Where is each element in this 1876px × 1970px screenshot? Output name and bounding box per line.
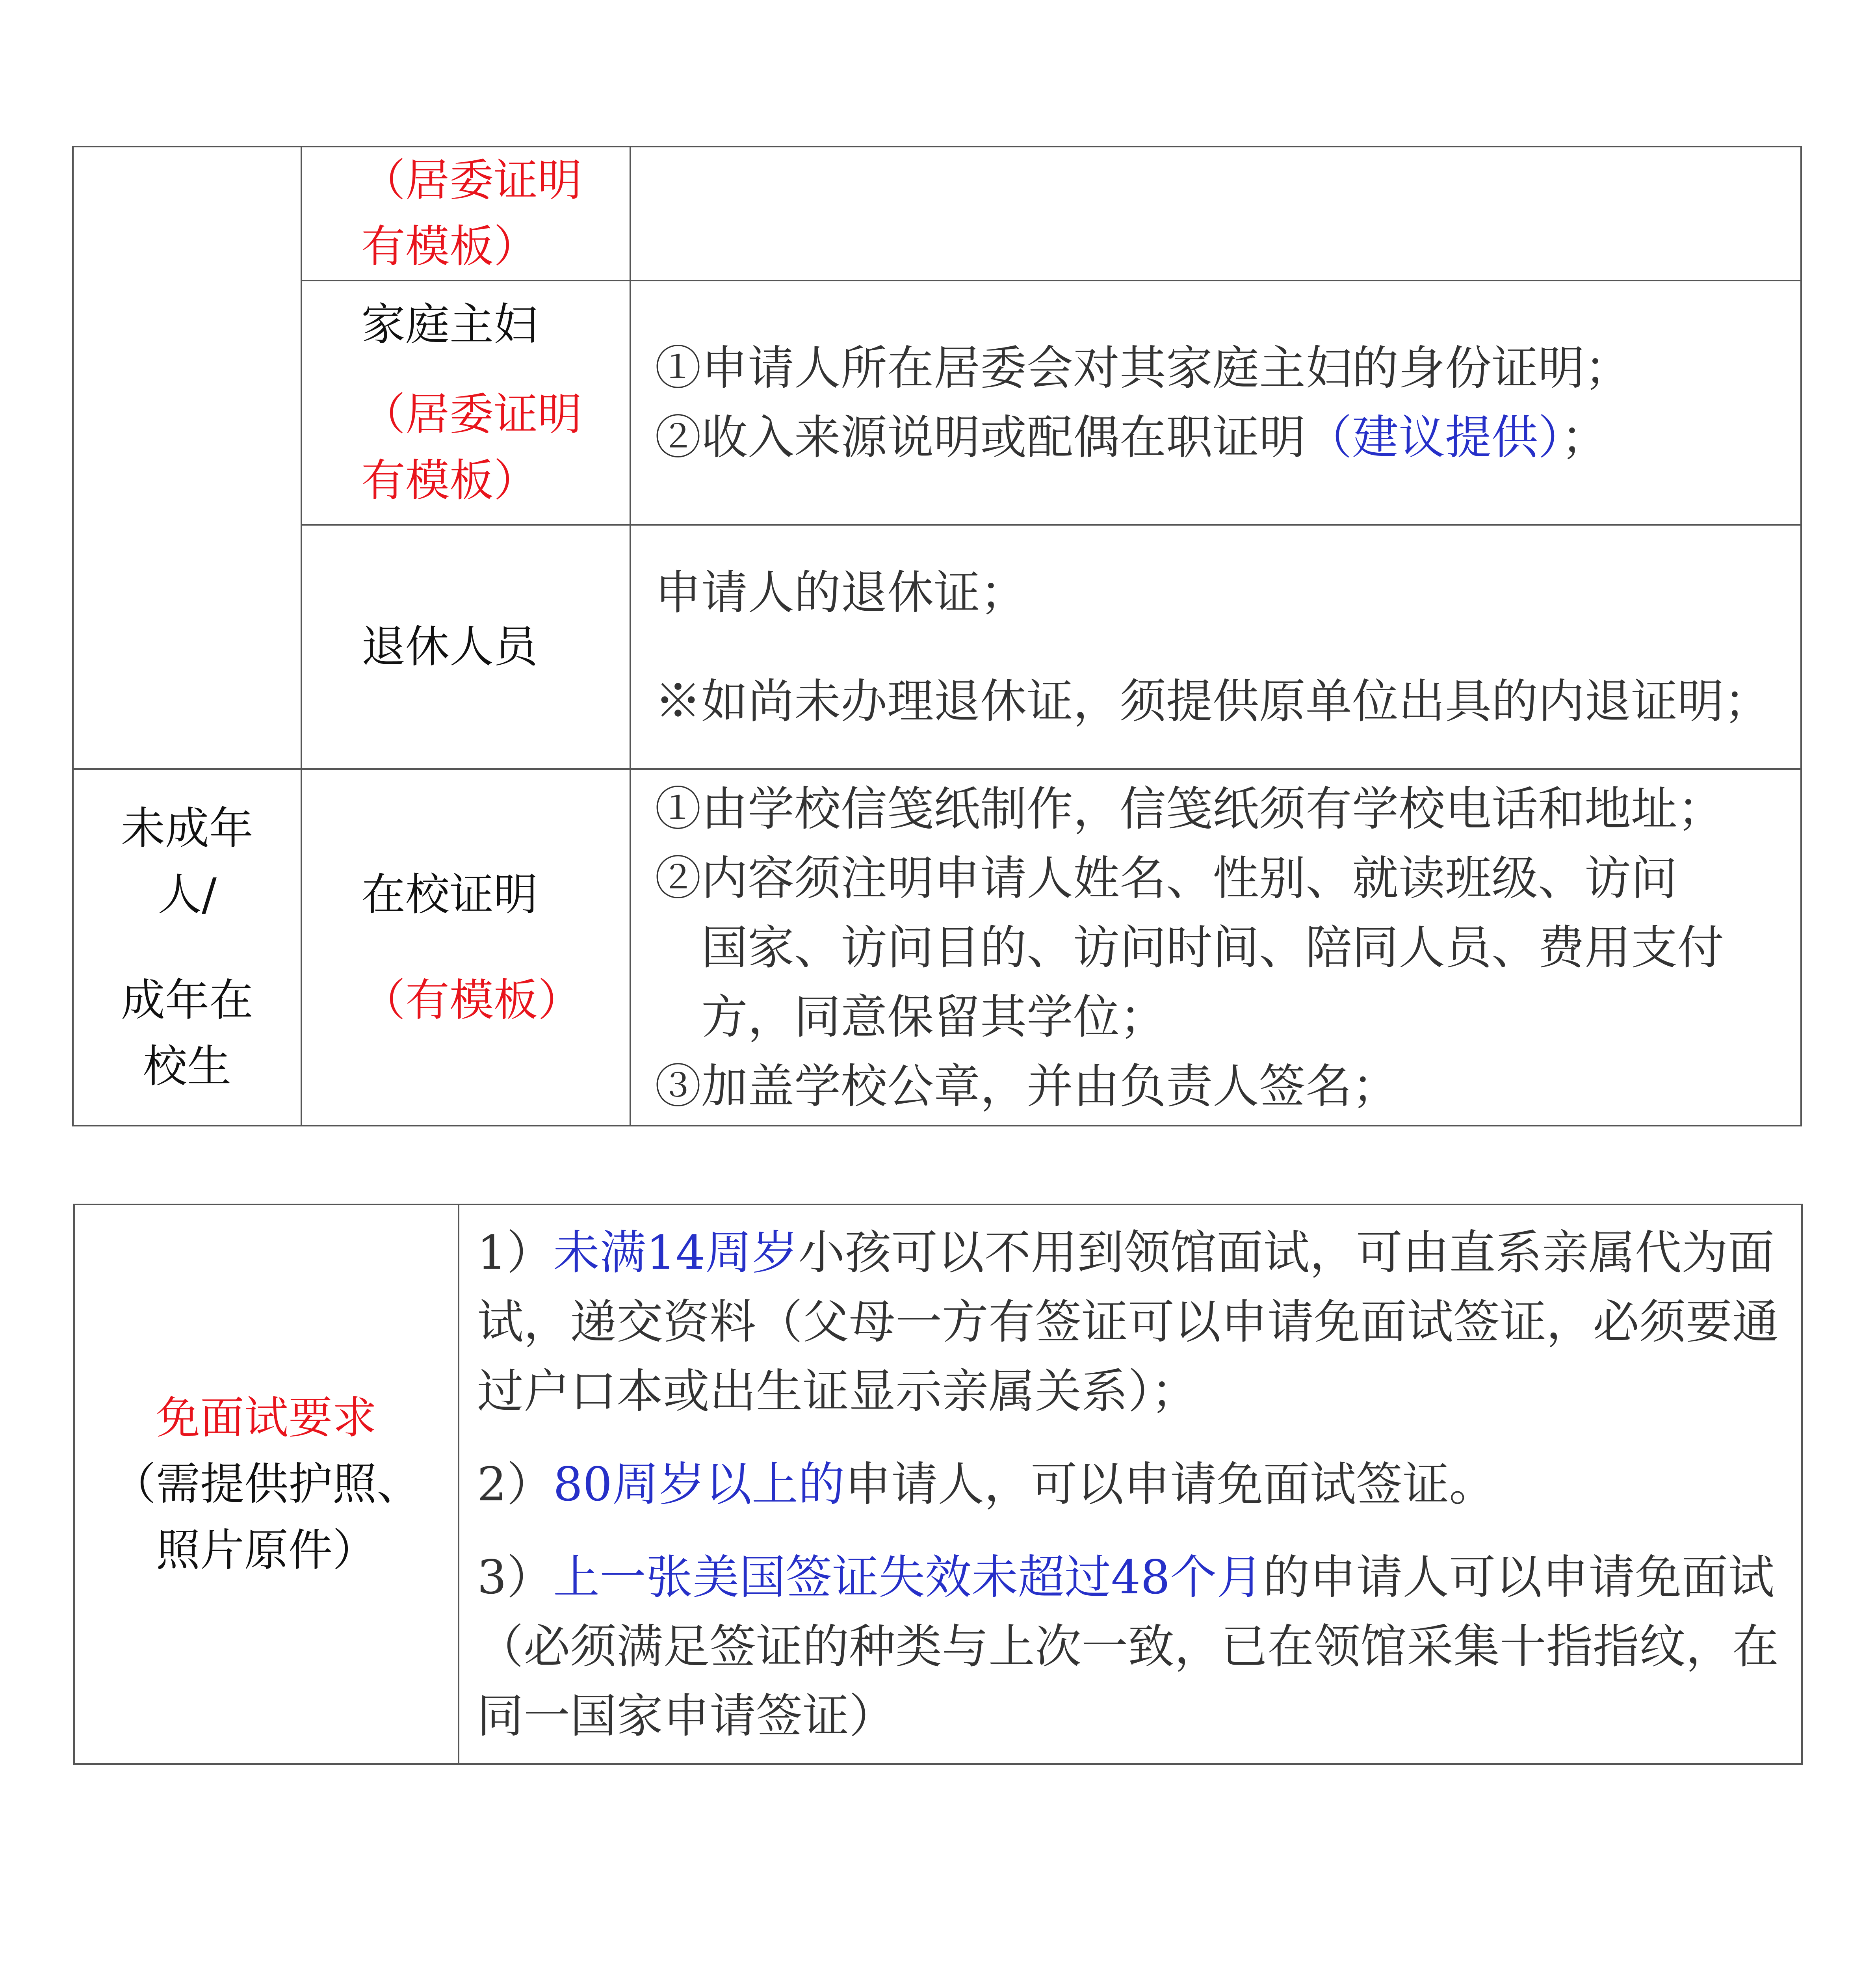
- interview-waiver-table: [73, 1204, 1803, 1765]
- table-row: [73, 525, 1801, 769]
- resident-cert-note: （居委证明: [361, 155, 582, 206]
- school-cert-detail-cell: [630, 769, 1801, 1126]
- student-category: 校生: [143, 1041, 231, 1092]
- housewife-item-2: ②收入来源说明或配偶在职证明（建议提供）；: [655, 410, 1608, 465]
- student-category: 人/: [158, 869, 217, 920]
- school-cert-label-cell: [301, 769, 630, 1126]
- table-row: [74, 1204, 1802, 1764]
- school-cert-label: 在校证明: [361, 869, 538, 920]
- age-highlight: 未满14周岁: [553, 1225, 799, 1280]
- waiver-detail-cell: [459, 1204, 1802, 1764]
- waiver-item-3: 3）上一张美国签证失效未超过48个月的申请人可以申请免面试（必须满足签证的种类与上次一致，已在领馆采集十指指纹，在同一国家申请签证）: [477, 1550, 1779, 1743]
- resident-cert-note: 有模板）: [361, 221, 538, 272]
- waiver-item-1: 1）未满14周岁小孩可以不用到领馆面试，可由直系亲属代为面试，递交资料（父母一方有签证可以申请免面试签证，必须要通过户口本或出生证显示亲属关系）；: [477, 1225, 1779, 1418]
- waiver-item-2: 2）80周岁以上的申请人，可以申请免面试签证。: [477, 1457, 1496, 1511]
- waiver-subheading: （需提供护照、: [112, 1459, 421, 1510]
- school-item-2: ②内容须注明申请人姓名、性别、就读班级、访问: [655, 851, 1678, 905]
- school-item-2-cont: 国家、访问目的、访问时间、陪同人员、费用支付方，同意保留其学位；: [701, 920, 1724, 1044]
- housewife-item-1: ①申请人所在居委会对其家庭主妇的身份证明；: [655, 341, 1631, 395]
- detail-cell-empty: [630, 147, 1801, 281]
- resident-cert-note-cell: [301, 147, 630, 281]
- housewife-note: （居委证明: [361, 389, 582, 440]
- retired-label: 退休人员: [361, 621, 538, 673]
- school-cert-note: （有模板）: [361, 974, 582, 1026]
- category-cell-student: [73, 769, 301, 1126]
- student-category: 未成年: [121, 803, 253, 854]
- retired-label-cell: [301, 525, 630, 769]
- age-highlight: 80周岁以上的: [553, 1457, 845, 1511]
- table-row: [73, 281, 1801, 525]
- waiver-heading: 免面试要求: [156, 1392, 377, 1444]
- school-item-1: ①由学校信笺纸制作，信笺纸须有学校电话和地址；: [655, 781, 1724, 836]
- retired-line-1: 申请人的退休证；: [655, 565, 1027, 620]
- category-cell-employed: [73, 147, 301, 769]
- retired-detail-cell: [630, 525, 1801, 769]
- waiver-subheading: 照片原件）: [156, 1525, 377, 1576]
- table-row: [73, 769, 1801, 1126]
- suggested-highlight: （建议提供）: [1306, 410, 1562, 465]
- waiver-heading-cell: [74, 1204, 459, 1764]
- student-category: 成年在: [121, 974, 253, 1026]
- visa-expiry-highlight: 上一张美国签证失效未超过48个月: [553, 1550, 1263, 1604]
- housewife-label-cell: [301, 281, 630, 525]
- housewife-note: 有模板）: [361, 455, 538, 506]
- housewife-label: 家庭主妇: [361, 299, 538, 350]
- table-row: [73, 147, 1801, 281]
- employment-documents-table: [72, 146, 1802, 1126]
- retired-line-2: ※如尚未办理退休证，须提供原单位出具的内退证明；: [655, 674, 1771, 729]
- housewife-detail-cell: [630, 281, 1801, 525]
- school-item-3: ③加盖学校公章，并由负责人签名；: [655, 1059, 1399, 1113]
